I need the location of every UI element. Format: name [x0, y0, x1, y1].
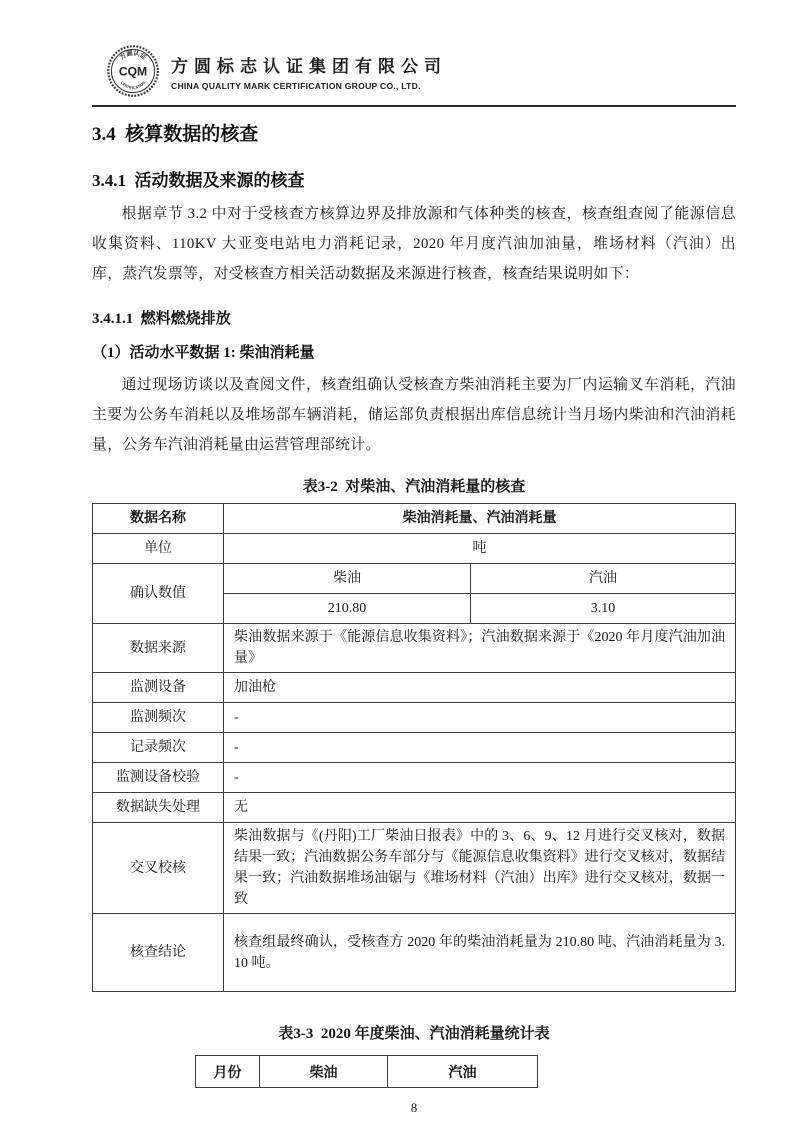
svg-text:CERTIFICATION — [120, 80, 147, 90]
row-label-cell: 确认数值 — [93, 564, 224, 624]
table-row — [196, 1056, 538, 1088]
page-number: 8 — [410, 1100, 418, 1115]
row-label-cell: 监测设备校验 — [93, 763, 224, 793]
row-value-cell: 无 — [224, 793, 736, 823]
table-3-3-caption: 表3-3 2020 年度柴油、汽油消耗量统计表 — [278, 1026, 550, 1042]
gasoline-header-cell: 汽油 — [388, 1056, 538, 1088]
row-label-cell: 交叉校核 — [93, 823, 224, 914]
table-row — [93, 914, 736, 992]
row-label-cell: 数据缺失处理 — [93, 793, 224, 823]
header-divider — [92, 105, 736, 107]
row-label-cell: 数据来源 — [93, 624, 224, 673]
subsection-heading-3-4-1: 3.4.1 活动数据及来源的核查 — [92, 171, 305, 190]
month-header-cell: 月份 — [196, 1056, 260, 1088]
paragraph-verification-scope: 根据章节 3.2 中对于受核查方核算边界及排放源和气体种类的核查，核查组查阅了能源信息收集资料、110KV 大亚变电站电力消耗记录，2020 年月度汽油加油量，堆场材料（汽油）出库，蒸汽发票等，对受核查方相关活动数据及来源进行核查，核查结果说明如下： — [92, 206, 736, 282]
company-name-cn: 方圆标志认证集团有限公司 — [171, 56, 447, 76]
table-3-3 — [195, 1055, 538, 1088]
table-row — [93, 504, 736, 534]
gasoline-value-cell: 3.10 — [471, 594, 736, 624]
diesel-header-cell: 柴油 — [260, 1056, 388, 1088]
table-row — [93, 673, 736, 703]
company-name-en: CHINA QUALITY MARK CERTIFICATION GROUP CO., LTD. — [171, 80, 421, 91]
table-row — [93, 793, 736, 823]
cqm-logo-icon — [106, 44, 160, 98]
row-label-cell: 监测设备 — [93, 673, 224, 703]
logo-center-text: CQM — [118, 64, 148, 79]
header-brand — [106, 44, 736, 98]
heading-fuel-combustion: 3.4.1.1 燃料燃烧排放 — [92, 311, 231, 327]
row-value-cell: - — [224, 733, 736, 763]
row-value-cell: 加油枪 — [224, 673, 736, 703]
table-3-2-caption: 表3-2 对柴油、汽油消耗量的核查 — [302, 479, 526, 495]
diesel-header-cell: 柴油 — [224, 564, 471, 594]
table-row — [93, 733, 736, 763]
row-value-cell: - — [224, 763, 736, 793]
row-label-cell: 单位 — [93, 534, 224, 564]
section-heading-3-4: 3.4 核算数据的核查 — [92, 124, 259, 145]
table-row — [93, 823, 736, 914]
heading-activity-data-1: （1）活动水平数据 1: 柴油消耗量 — [92, 345, 315, 361]
logo-ring-bottom-text: CERTIFICATION — [119, 80, 147, 91]
table-row — [93, 564, 736, 594]
table-row — [93, 534, 736, 564]
row-label-cell: 核查结论 — [93, 914, 224, 992]
logo-ring-top-text: 方圆认证 — [118, 50, 148, 62]
table-row — [93, 763, 736, 793]
row-value-cell: 核查组最终确认，受核查方 2020 年的柴油消耗量为 210.80 吨、汽油消耗量为 3.10 吨。 — [224, 914, 736, 992]
table-row — [93, 624, 736, 673]
diesel-value-cell: 210.80 — [224, 594, 471, 624]
row-value-cell: 柴油消耗量、汽油消耗量 — [224, 504, 736, 534]
row-value-cell: 柴油数据来源于《能源信息收集资料》；汽油数据来源于《2020 年月度汽油加油量》 — [224, 624, 736, 673]
row-label-cell: 数据名称 — [93, 504, 224, 534]
row-label-cell: 监测频次 — [93, 703, 224, 733]
row-label-cell: 记录频次 — [93, 733, 224, 763]
table-row — [93, 703, 736, 733]
paragraph-diesel-consumption: 通过现场访谈以及查阅文件，核查组确认受核查方柴油消耗主要为厂内运输叉车消耗，汽油主要为公务车消耗以及堆场部车辆消耗，储运部负责根据出库信息统计当月场内柴油和汽油消耗量，公务车汽油消耗量由运营管理部统计。 — [92, 377, 736, 453]
row-value-cell: 柴油数据与《(丹阳)工厂柴油日报表》中的 3、6、9、12 月进行交叉核对，数据结果一致；汽油数据公务车部分与《能源信息收集资料》进行交叉核对，数据结果一致；汽油数据堆场油锯与《堆场材料（汽油）出库》进行交叉核对，数据一致 — [224, 823, 736, 914]
gasoline-header-cell: 汽油 — [471, 564, 736, 594]
row-value-cell: - — [224, 703, 736, 733]
company-name-block — [171, 52, 447, 91]
table-3-2 — [92, 503, 736, 992]
row-value-cell: 吨 — [224, 534, 736, 564]
